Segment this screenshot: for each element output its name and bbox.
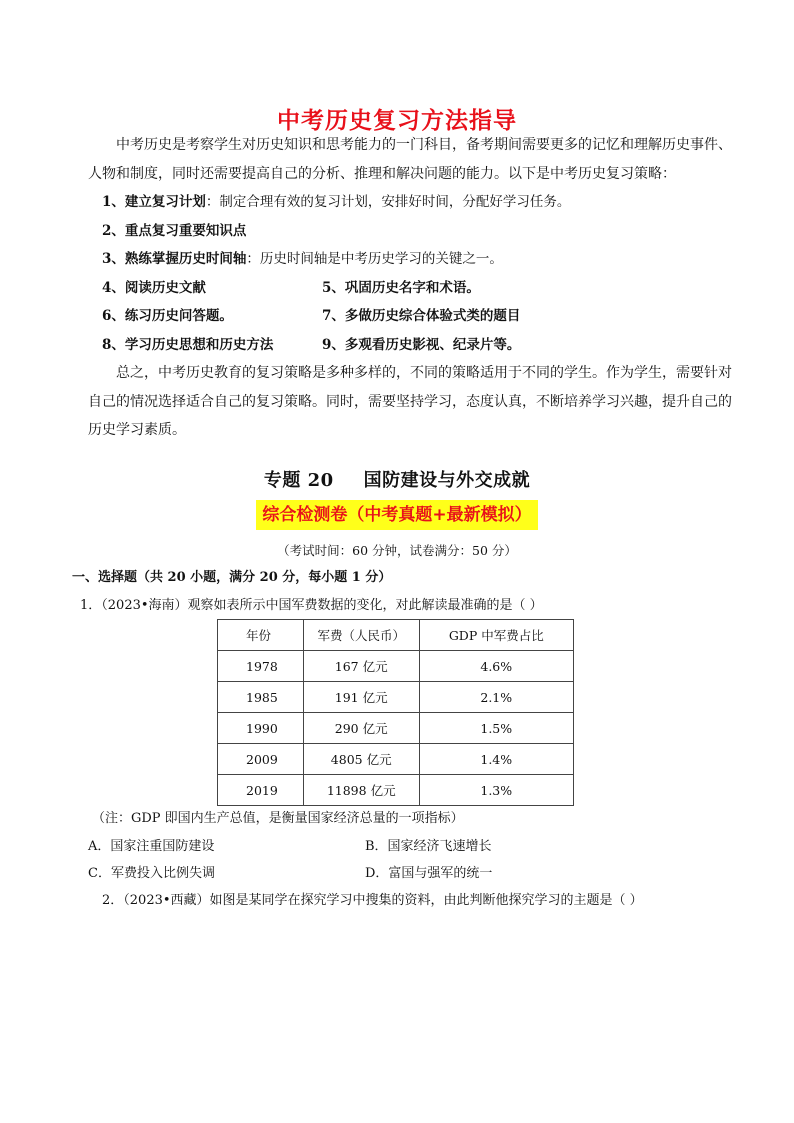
- tip-pair-2: 6、练习历史问答题。 7、多做历史综合体验式类的题目: [102, 308, 521, 324]
- table-row: 1990 290 亿元 1.5%: [218, 713, 574, 744]
- question-1-stem: 1．（2023•海南）观察如表所示中国军费数据的变化，对此解读最准确的是（ ）: [80, 598, 543, 613]
- option-d: D．富国与强军的统一: [365, 866, 493, 881]
- header-gdp-share: GDP 中军费占比: [419, 620, 573, 651]
- header-spending: 军费（人民币）: [303, 620, 419, 651]
- tip-2: 2、重点复习重要知识点: [102, 222, 247, 239]
- table-note: （注：GDP 即国内生产总值，是衡量国家经济总量的一项指标）: [92, 811, 464, 826]
- exam-info: （考试时间：60 分钟，试卷满分：50 分）: [277, 543, 517, 558]
- tip-3: 3、熟练掌握历史时间轴：历史时间轴是中考历史学习的关键之一。: [102, 251, 503, 267]
- question-2-stem: 2．（2023•西藏）如图是某同学在探究学习中搜集的资料，由此判断他探究学习的主题是（ ）: [102, 893, 643, 908]
- tip-pair-3: 8、学习历史思想和历史方法 9、多观看历史影视、纪录片等。: [102, 336, 521, 353]
- option-a: A．国家注重国防建设: [88, 839, 215, 854]
- tips-list: [102, 188, 570, 359]
- option-b: B．国家经济飞速增长: [365, 839, 492, 854]
- part-title: 一、选择题（共 20 小题，满分 20 分，每小题 1 分）: [72, 570, 392, 585]
- table-header-row: [218, 620, 574, 651]
- table-row: 1985 191 亿元 2.1%: [218, 682, 574, 713]
- subtitle-wrap: [0, 500, 794, 530]
- page-title: 中考历史复习方法指导: [277, 108, 517, 134]
- option-c: C．军费投入比例失调: [88, 866, 215, 881]
- header-year: 年份: [218, 620, 304, 651]
- summary-paragraph: 总之，中考历史教育的复习策略是多种多样的，不同的策略适用于不同的学生。作为学生，需要针对自己的情况选择适合自己的复习策略。同时，需要坚持学习，态度认真，不断培养学习兴趣，提升自己的历史学习素质。: [88, 365, 732, 438]
- table-row: 2009 4805 亿元 1.4%: [218, 744, 574, 775]
- tip-pair-1: 4、阅读历史文献 5、巩固历史名字和术语。: [102, 279, 480, 296]
- section-subtitle: 综合检测卷（中考真题+最新模拟）: [256, 500, 537, 530]
- military-spending-table: [217, 619, 574, 806]
- table-row: 1978 167 亿元 4.6%: [218, 651, 574, 682]
- section-title: 专题 20 国防建设与外交成就: [263, 470, 531, 491]
- tip-1: 1、建立复习计划：制定合理有效的复习计划，安排好时间，分配好学习任务。: [102, 194, 571, 210]
- table-row: 2019 11898 亿元 1.3%: [218, 775, 574, 806]
- intro-paragraph: 中考历史是考察学生对历史知识和思考能力的一门科目，备考期间需要更多的记忆和理解历史事件、人物和制度，同时还需要提高自己的分析、推理和解决问题的能力。以下是中考历史复习策略：: [88, 137, 732, 182]
